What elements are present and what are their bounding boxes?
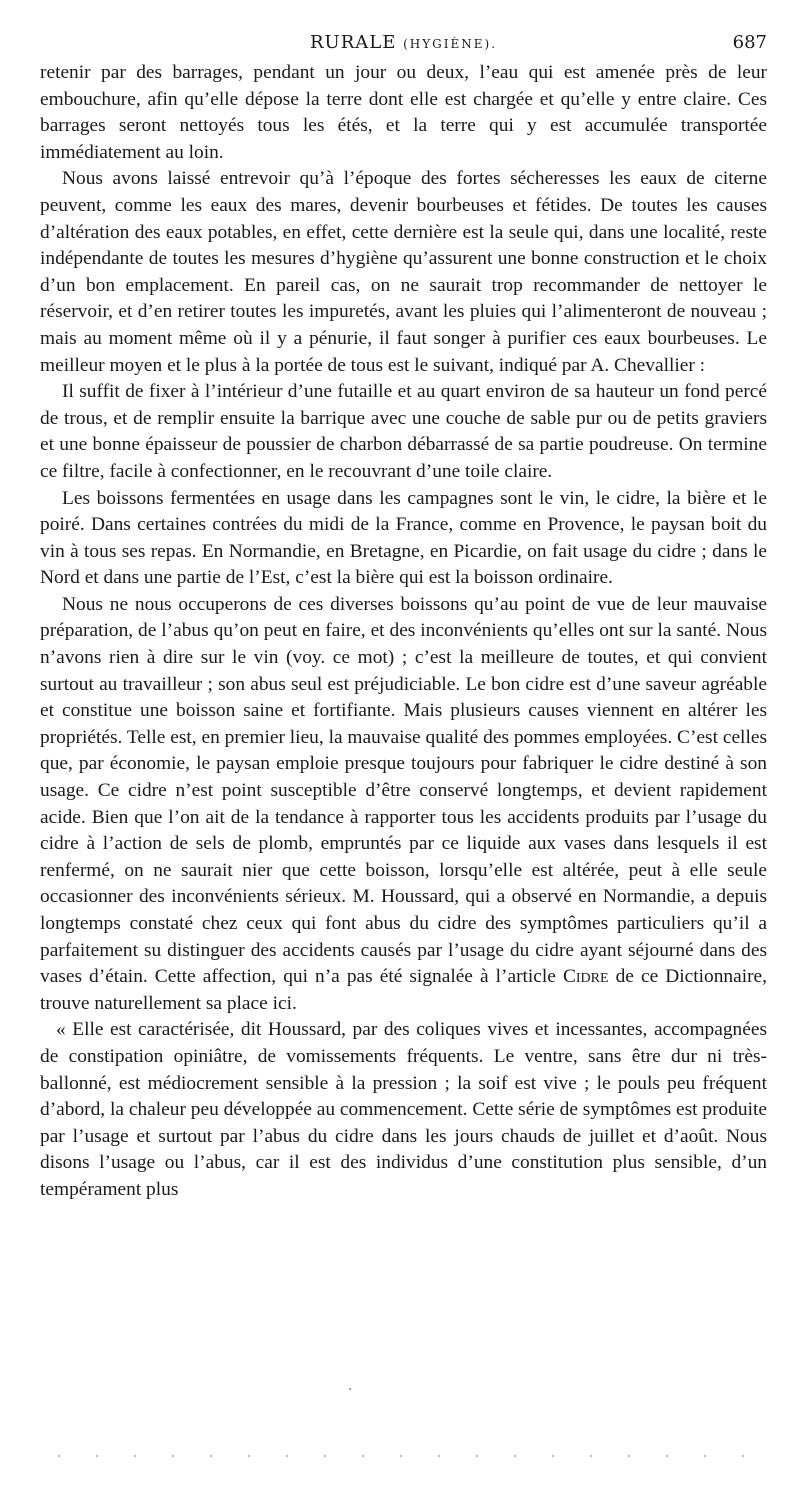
cross-reference-cidre: Cidre <box>562 966 609 988</box>
paragraph-2: Nous avons laissé entrevoir qu’à l’époque des fortes sécheresses les eaux de citerne peuvent, comme les eaux des mares, devenir bourbeuses et fétides. De toutes les causes d’altération des eaux potables, en effet, cette dernière est la seule qui, dans une localité, reste indépendante de toutes les mesures d’hygiène qu’assurent une bonne construction et le choix d’un bon emplacement. En pareil cas, on ne saurait trop recommander de nettoyer le réservoir, et d’en retirer toutes les impuretés, avant les pluies qui l’alimenteront de nouveau ; mais au moment même où il y a pénurie, il faut songer à purifier ces eaux bourbeuses. Le meilleur moyen et le plus à la portée de tous est le suivant, indiqué par A. Chevallier : <box>40 168 767 376</box>
running-title-subject: (HYGIÈNE). <box>403 37 498 51</box>
paragraph-6-quote: « Elle est caractérisée, dit Houssard, par des coliques vives et incessantes, accompagnées de constipation opiniâtre, de vomissements fréquents. Le ventre, sans être dur ni très-ballonné, est médiocrement sensible à la pression ; la soif est vive ; le pouls peu fréquent d’abord, la chaleur peu développée au commencement. Cette série de symptômes est produite par l’usage et surtout par l’abus du cidre dans les jours chauds de juillet et d’août. Nous disons l’usage ou l’abus, car il est des individus d’une constitution plus sensible, d’un tempérament plus <box>40 1019 767 1200</box>
body-text <box>40 60 767 1204</box>
running-title-main: RURALE <box>309 32 397 53</box>
document-page <box>40 30 767 1204</box>
running-title <box>40 32 767 53</box>
print-speck <box>349 1388 351 1390</box>
paragraph-5 <box>40 592 767 1018</box>
paragraph-5-tail: de ce Dictionnaire, trouve naturellement sa place ici. <box>40 966 767 1014</box>
page-header <box>40 30 767 60</box>
page-number: 687 <box>732 32 767 53</box>
bottom-print-artifacts <box>40 1450 767 1462</box>
paragraph-1: retenir par des barrages, pendant un jour ou deux, l’eau qui est amenée près de leur embouchure, afin qu’elle dépose la terre dont elle est chargée et qu’elle y entre claire. Ces barrages seront nettoyés tous les étés, et la terre qui y est accumulée transportée immédiatement au loin. <box>40 62 767 163</box>
paragraph-5-text: Nous ne nous occuperons de ces diverses boissons qu’au point de vue de leur mauvaise préparation, de l’abus qu’on peut en faire, et des inconvénients qu’elles ont sur la santé. Nous n’avons rien à dire sur le vin (voy. ce mot) ; c’est la meilleure de toutes, et qui convient surtout au travailleur ; son abus seul est préjudiciable. Le bon cidre est d’une saveur agréable et constitue une boisson saine et fortifiante. Mais plusieurs causes viennent en altérer les propriétés. Telle est, en premier lieu, la mauvaise qualité des pommes employées. C’est celles que, par économie, le paysan emploie presque toujours pour fabriquer le cidre destiné à son usage. Ce cidre n’est point susceptible d’être conservé longtemps, et devient rapidement acide. Bien que l’on ait de la tendance à rapporter tous les accidents produits par l’usage du cidre à l’action de sels de plomb, empruntés par ce liquide aux vases dans lesquels il est renfermé, on ne saurait nier que cette boisson, lorsqu’elle est altérée, peut à elle seule occasionner des inconvénients sérieux. M. Houssard, qui a observé en Normandie, a depuis longtemps constaté chez ceux qui font abus du cidre des symptômes particuliers qu’il a parfaitement su distinguer des accidents causés par l’usage du cidre ayant séjourné dans des vases d’étain. Cette affection, qui n’a pas été signalée à l’article <box>40 593 767 988</box>
paragraph-3: Il suffit de fixer à l’intérieur d’une futaille et au quart environ de sa hauteur un fond percé de trous, et de remplir ensuite la barrique avec une couche de sable pur ou de petits graviers et une bonne épaisseur de poussier de charbon débarrassé de sa partie poudreuse. On termine ce filtre, facile à confectionner, en le recouvrant d’une toile claire. <box>40 381 767 482</box>
paragraph-4: Les boissons fermentées en usage dans les campagnes sont le vin, le cidre, la bière et le poiré. Dans certaines contrées du midi de la France, comme en Provence, le paysan boit du vin à tous ses repas. En Normandie, en Bretagne, en Picardie, on fait usage du cidre ; dans le Nord et dans une partie de l’Est, c’est la bière qui est la boisson ordinaire. <box>40 487 767 589</box>
